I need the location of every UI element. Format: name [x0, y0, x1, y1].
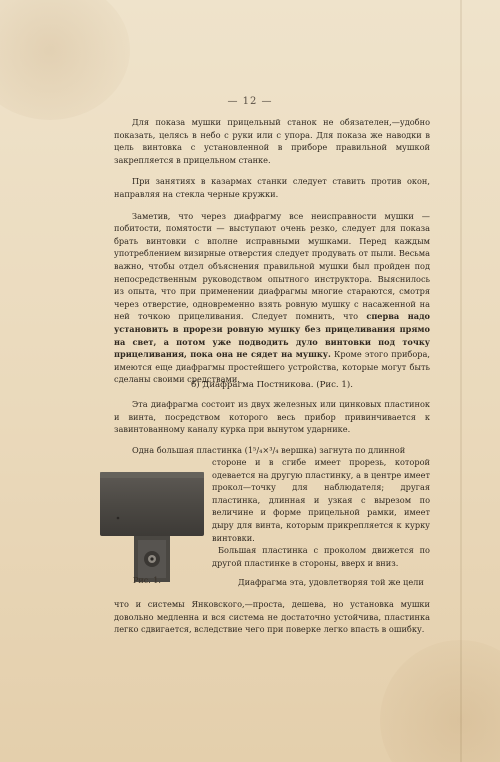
paragraph: При занятиях в казармах станки следует ставить против окон, направляя на стекла черные кружки. — [114, 176, 430, 199]
paragraph: Диафрагма эта, удовлетворяя той же цели — [238, 577, 424, 587]
figure-side-text — [212, 456, 430, 569]
text-block-top — [114, 116, 430, 386]
figure-caption: Рис. 1. — [133, 576, 161, 585]
section-heading: б) Диафрагма Постникова. (Рис. 1). — [191, 380, 353, 390]
paragraph: что и системы Янковского,—проста, дешева, но установка мушки довольно медленна и вся система не достаточно устойчива, пластинка легко сдвигается, вследствие чего при поверке легко впасть в ошибку. — [114, 599, 430, 635]
paragraph-text: Кроме этого прибора, имеются еще диафрагмы простейшего устройства, которые могут быть сделаны своими средствами. — [114, 349, 430, 385]
text-lead-line — [238, 576, 430, 589]
paragraph: стороне и в сгибе имеет прорезь, которой одевается на другую пластинку, а в центре имеет прокол—точку для наблюдателя; другая пластинка, длинная и узкая с вырезом по величине и форме прицельной рамки, имеет дыру для винта, которым прикрепляется к курку винтовки. — [212, 457, 430, 543]
diaphragm-illustration-icon — [98, 470, 208, 590]
paragraph: Для показа мушки прицельный станок не обязателен,—удобно показать, целясь в небо с руки или с упора. Для показа же наводки в цель винтовка с установленной в приборе правильной мушкой закрепляется в прицельном станке. — [114, 117, 430, 165]
paragraph — [114, 210, 430, 386]
page-fold — [460, 0, 462, 762]
text-block-bottom — [114, 598, 430, 636]
page-number: — 12 — — [227, 96, 273, 107]
paragraph: Одна большая пластинка (1⁵/₄×³/₄ вершка) загнута по длинной — [132, 444, 406, 455]
diaphragm-figure — [98, 470, 208, 590]
bold-instruction: сперва надо установить в прорези ровную мушку без прицеливания прямо на свет, а потом уже подводить дуло винтовки под точку прицеливания, пока она не сядет на мушку. — [114, 311, 430, 360]
paper-stain — [380, 640, 500, 762]
paragraph-text: Заметив, что через диафрагму все неисправности мушки — побитости, помятости — выступают очень резко, следует для показа брать винтовки с вполне исправными мушками. Перед каждым употреблением визирные отверстия следует продувать от пыли. Весьма важно, чтобы отдел объяснения правильной мушки был пройден под непосредственным руководством опытного инструктора. Выяснилось из опыта, что при применении диафрагмы многие стараются, смотря через отверстие, одновременно взять ровную мушку с насаженной на ней точкою прицеливания. Следует помнить, что — [114, 210, 430, 322]
paragraph: Большая пластинка с проколом движется по другой пластинке в стороны, вверх и вниз. — [212, 545, 430, 568]
text-block-middle — [114, 398, 430, 456]
paragraph: Эта диафрагма состоит из двух железных или цинковых пластинок и винта, посредством которого весь прибор привинчивается к завинтованному каналу курка при вынутом ударнике. — [114, 399, 430, 435]
